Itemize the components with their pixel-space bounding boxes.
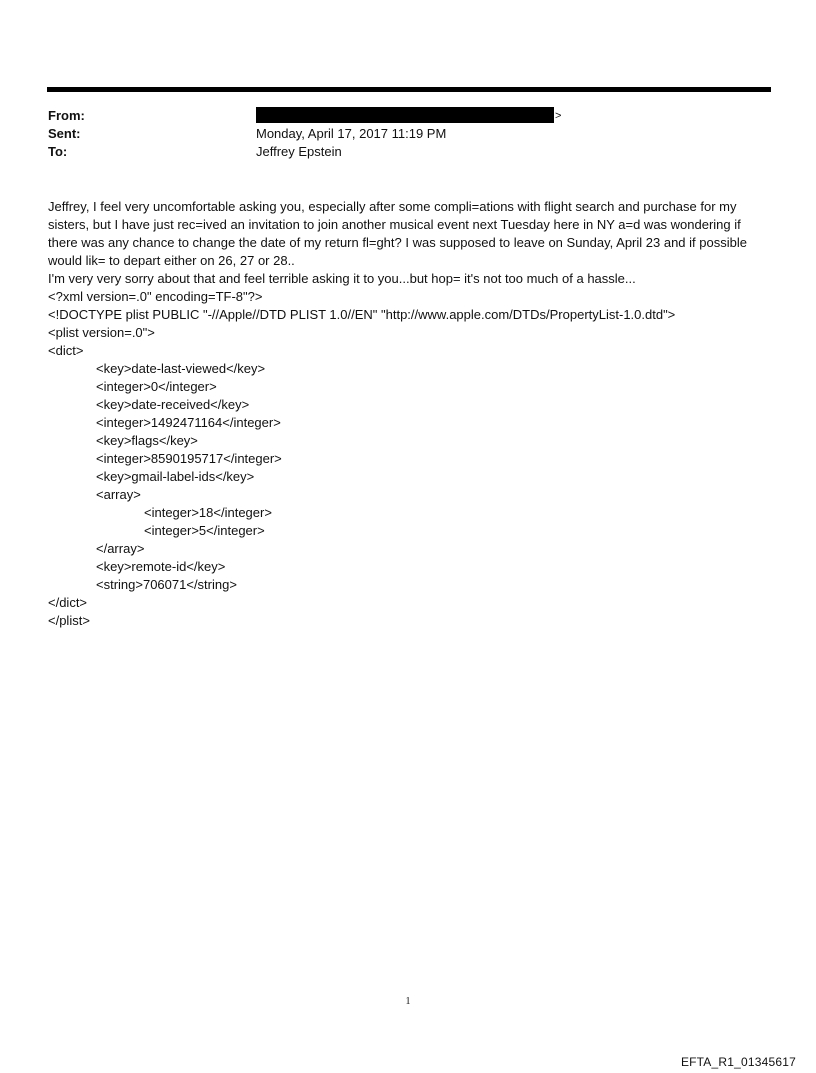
plist-line: <integer>5</integer> <box>144 523 265 538</box>
body-paragraph-1: Jeffrey, I feel very uncomfortable asking you, especially after some compli=ations with flight search and purchase for my sisters, but I have just rec=ived an invitation to join another musical event next Tuesday here in NY a=d was wondering if there was any chance to change the date of my return fl=ght? I was supposed to leave on Sunday, April 23 and if possible would lik= to depart either on 26, 27 or 28.. <box>48 199 747 268</box>
redaction-block <box>256 107 554 123</box>
plist-line: <key>flags</key> <box>96 433 198 448</box>
plist-line: <key>date-last-viewed</key> <box>96 361 266 376</box>
plist-line: <string>706071</string> <box>96 577 237 592</box>
plist-line: <integer>0</integer> <box>96 379 217 394</box>
from-value <box>256 107 561 125</box>
from-value-tail: > <box>555 110 562 122</box>
document-id: EFTA_R1_01345617 <box>680 1055 796 1069</box>
email-body <box>48 198 773 288</box>
plist-line: <plist version=.0"> <box>48 325 155 340</box>
sent-row <box>48 125 768 143</box>
plist-line: <key>gmail-label-ids</key> <box>96 469 255 484</box>
sent-value: Monday, April 17, 2017 11:19 PM <box>256 126 447 141</box>
plist-line: <key>remote-id</key> <box>96 559 226 574</box>
plist-line: <?xml version=.0" encoding=TF-8"?> <box>48 289 263 304</box>
plist-line: </plist> <box>48 613 90 628</box>
to-value: Jeffrey Epstein <box>256 144 342 159</box>
plist-line: <integer>8590195717</integer> <box>96 451 282 466</box>
plist-line: <dict> <box>48 343 84 358</box>
header-divider <box>47 87 771 92</box>
body-paragraph-2: I'm very very sorry about that and feel terrible asking it to you...but hop= it's not too much of a hassle... <box>48 271 636 286</box>
to-label: To: <box>48 144 68 159</box>
plist-line: </dict> <box>48 595 88 610</box>
plist-line: <integer>18</integer> <box>144 505 272 520</box>
plist-line: <key>date-received</key> <box>96 397 250 412</box>
from-label: From: <box>48 108 85 123</box>
sent-label: Sent: <box>48 126 81 141</box>
plist-line: <integer>1492471164</integer> <box>96 415 281 430</box>
plist-line: <array> <box>96 487 141 502</box>
plist-line: </array> <box>96 541 145 556</box>
page-number: 1 <box>405 996 411 1007</box>
plist-block <box>48 288 773 630</box>
plist-line: <!DOCTYPE plist PUBLIC "-//Apple//DTD PLIST 1.0//EN" "http://www.apple.com/DTDs/PropertyList-1.0.dtd"> <box>48 307 676 322</box>
from-row <box>48 107 768 125</box>
to-row <box>48 143 768 161</box>
